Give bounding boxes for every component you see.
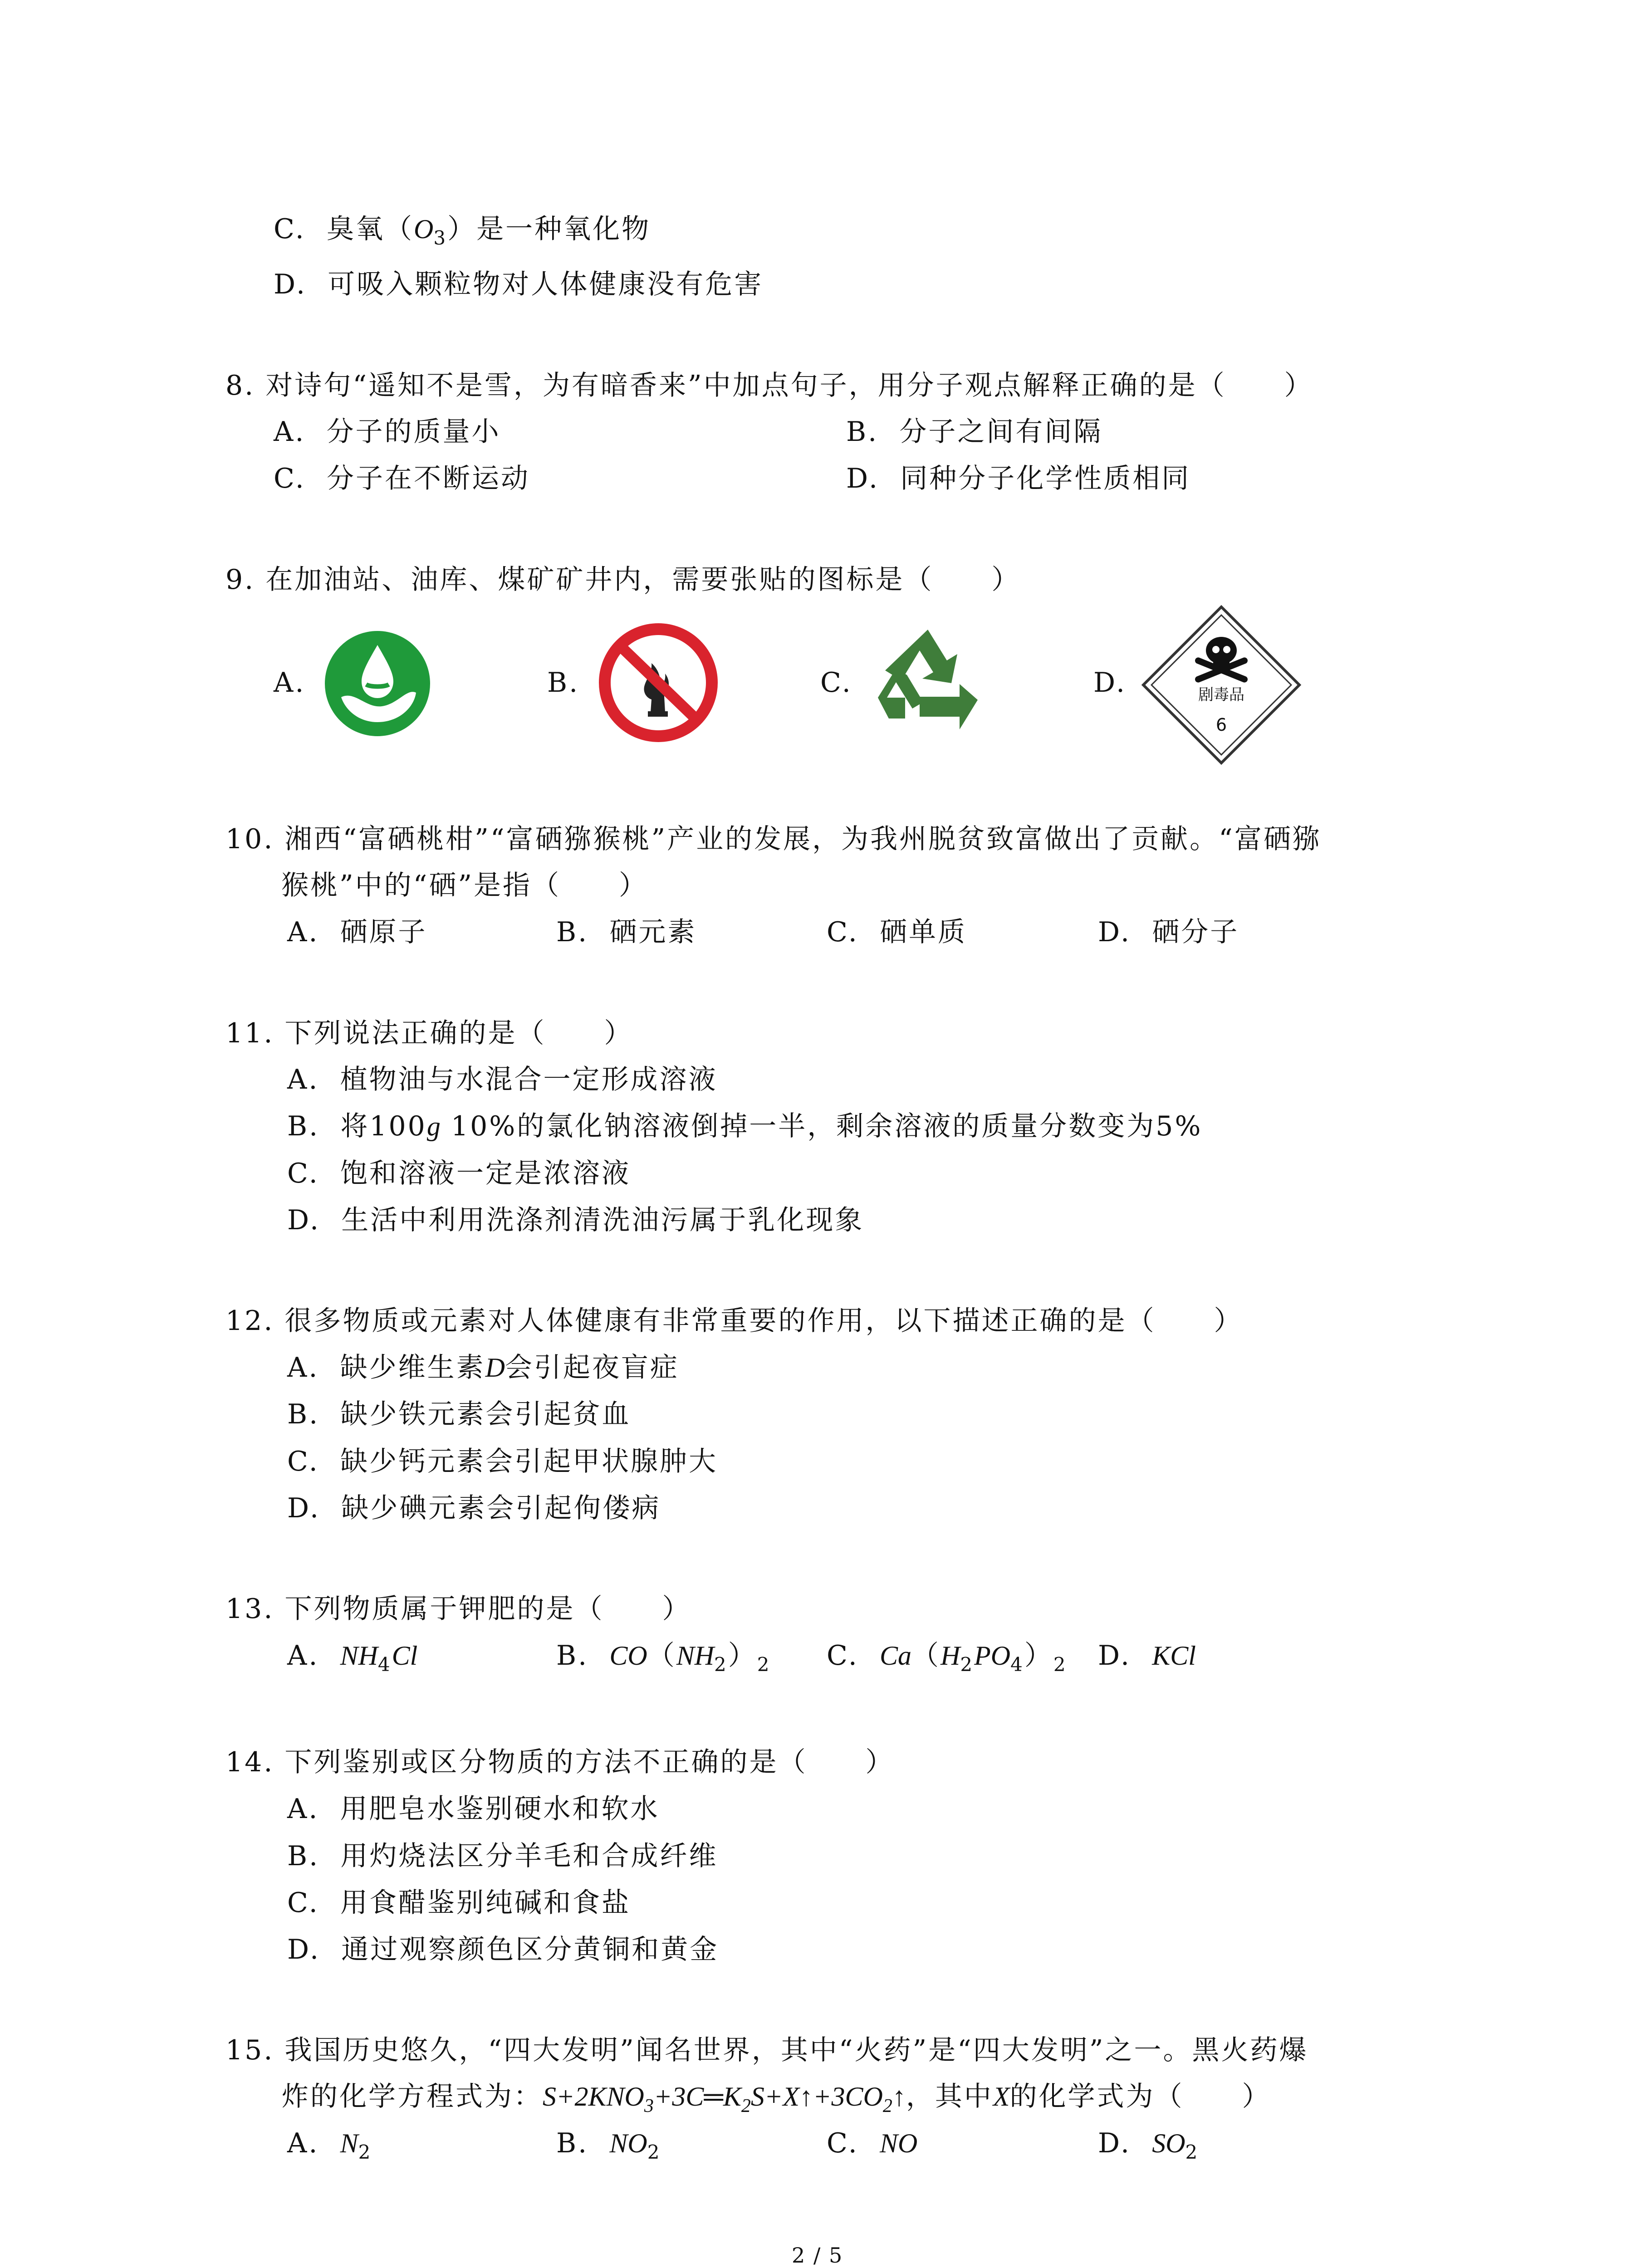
- page-number: 2 / 5: [792, 2243, 843, 2268]
- q9-option-b-label: B.: [547, 667, 580, 699]
- q12-option-a: A. 缺少维生素D会引起夜盲症: [287, 1352, 679, 1383]
- toxic-substance-icon: [1140, 603, 1303, 767]
- q8-stem: 8. 对诗句“遥知不是雪，为有暗香来”中加点句子，用分子观点解释正确的是（ ）: [225, 370, 1313, 401]
- water-saving-icon: [323, 629, 432, 738]
- q14-stem: 14. 下列鉴别或区分物质的方法不正确的是（ ）: [225, 1746, 895, 1778]
- recycle-icon: [869, 625, 987, 734]
- q15-stem-line2: 炸的化学方程式为：$S+2KNO_3+3C═K_2S+X↑+3CO_2↑$，其中X的化学式为（ ）: [281, 2081, 1271, 2116]
- q8-option-d: D. 同种分子化学性质相同: [846, 463, 1191, 494]
- q15-option-a: A. $N_2$: [287, 2127, 372, 2163]
- q13-option-c: C. $Ca(H_2PO_4)_2$: [827, 1640, 1068, 1676]
- q12-stem: 12. 很多物质或元素对人体健康有非常重要的作用，以下描述正确的是（ ）: [225, 1305, 1243, 1337]
- q7-option-c: C. 臭氧$(O_3)$是一种氧化物: [274, 213, 651, 249]
- q14-option-b: B. 用灼烧法区分羊毛和合成纤维: [287, 1840, 718, 1872]
- q7-option-d: D. 可吸入颗粒物对人体健康没有危害: [274, 269, 764, 300]
- q14-option-a: A. 用肥皂水鉴别硬水和软水: [287, 1793, 660, 1825]
- q10-option-c: C. 硒单质: [827, 916, 967, 948]
- q11-option-a: A. 植物油与水混合一定形成溶液: [287, 1064, 718, 1095]
- q8-option-a: A. 分子的质量小: [274, 416, 501, 448]
- q13-option-b: B. $CO(NH_2)_2$: [556, 1640, 771, 1676]
- q15-option-c: C. NO: [827, 2127, 918, 2159]
- q15-option-d: D. $SO_2$: [1098, 2127, 1200, 2163]
- q9-option-a-label: A.: [274, 667, 306, 699]
- q9-option-c-label: C.: [820, 667, 852, 699]
- chemical-equation: $S+2KNO_3+3C═K_2S+X↑+3CO_2↑$: [543, 2082, 906, 2116]
- q13-option-d: D. KCl: [1098, 1640, 1196, 1672]
- q15-option-b: B. $NO_2$: [556, 2127, 661, 2163]
- q9-option-d-label: D.: [1093, 667, 1127, 699]
- q11-option-b: B. 将100g 10%的氯化钠溶液倒掉一半，剩余溶液的质量分数变为5%: [287, 1110, 1203, 1142]
- q10-stem-line2: 猴桃”中的“硒”是指（ ）: [281, 870, 648, 901]
- q9-stem: 9. 在加油站、油库、煤矿矿井内，需要张贴的图标是（ ）: [225, 564, 1021, 596]
- q13-stem: 13. 下列物质属于钾肥的是（ ）: [225, 1593, 691, 1625]
- q10-option-a: A. 硒原子: [287, 916, 427, 948]
- q14-option-d: D. 通过观察颜色区分黄铜和黄金: [287, 1934, 719, 1965]
- q10-option-d: D. 硒分子: [1098, 916, 1239, 948]
- q10-option-b: B. 硒元素: [556, 916, 697, 948]
- q8-option-b: B. 分子之间有间隔: [846, 416, 1103, 448]
- q14-option-c: C. 用食醋鉴别纯碱和食盐: [287, 1887, 631, 1919]
- q12-option-b: B. 缺少铁元素会引起贫血: [287, 1398, 631, 1430]
- q11-option-d: D. 生活中利用洗涤剂清洗油污属于乳化现象: [287, 1204, 864, 1236]
- no-open-flame-icon: [597, 621, 720, 744]
- q8-option-c: C. 分子在不断运动: [274, 463, 530, 494]
- toxic-sign-text: 剧毒品: [1198, 686, 1244, 704]
- q12-option-c: C. 缺少钙元素会引起甲状腺肿大: [287, 1446, 718, 1477]
- q12-option-d: D. 缺少碘元素会引起佝偻病: [287, 1492, 661, 1524]
- toxic-sign-number: 6: [1215, 715, 1227, 735]
- q10-stem-line1: 10. 湘西“富硒桃柑”“富硒猕猴桃”产业的发展，为我州脱贫致富做出了贡献。“富硒猕: [225, 823, 1322, 855]
- q11-option-c: C. 饱和溶液一定是浓溶液: [287, 1158, 631, 1189]
- q11-stem: 11. 下列说法正确的是（ ）: [225, 1017, 633, 1049]
- q15-stem-line1: 15. 我国历史悠久，“四大发明”闻名世界，其中“火药”是“四大发明”之一。黑火药爆: [225, 2034, 1308, 2066]
- q13-option-a: A. $NH_4Cl$: [287, 1640, 418, 1676]
